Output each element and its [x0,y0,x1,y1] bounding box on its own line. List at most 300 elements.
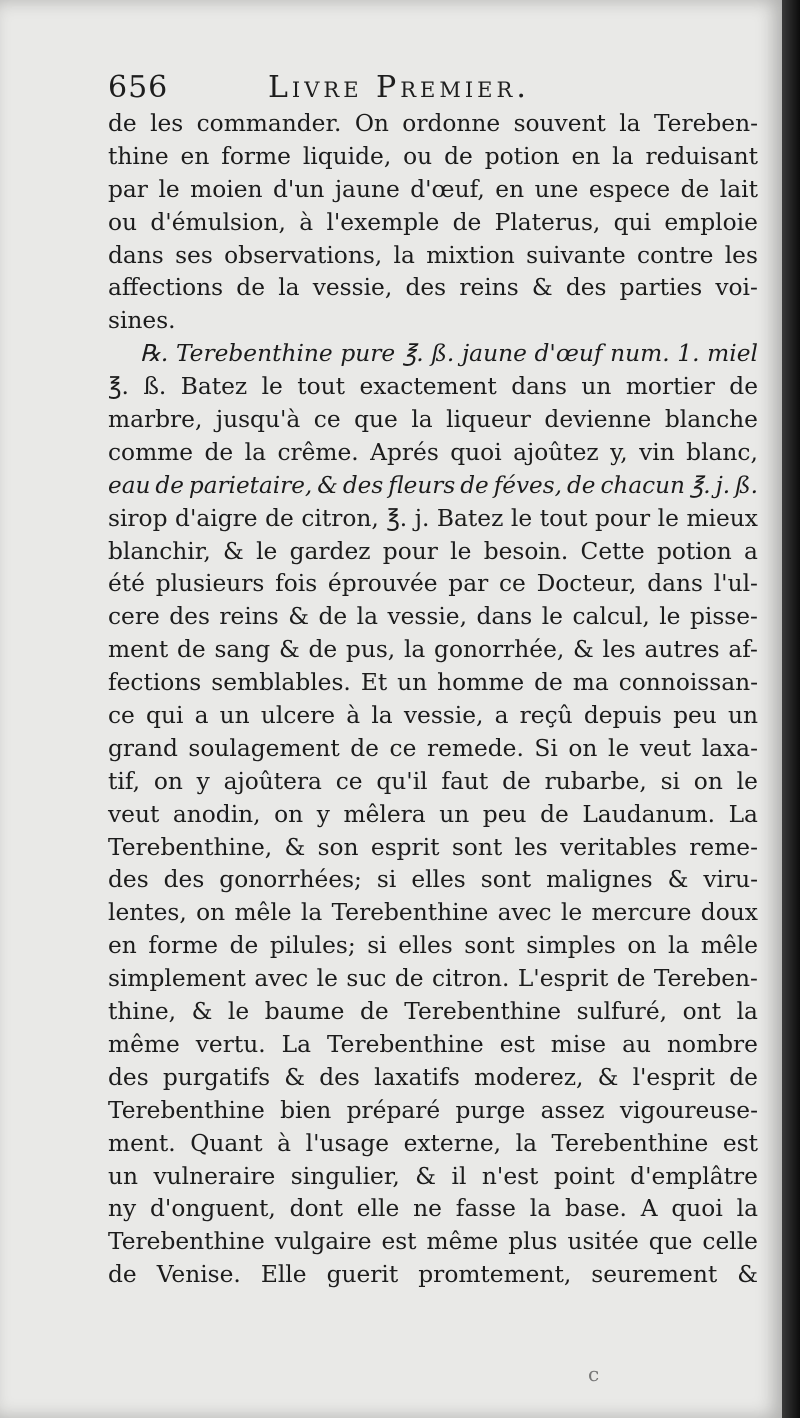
word: vigoureuse- [619,1096,758,1124]
word: que [648,1228,693,1256]
word: tout [297,373,346,401]
word: grand [108,734,178,762]
word: sont [480,866,532,894]
word: de [108,110,137,137]
word: à [277,1129,292,1157]
word: pus, [345,636,396,664]
word: vulgaire [274,1228,372,1256]
word: mêle [700,932,758,960]
word: les [150,110,184,137]
word: lait [719,175,758,203]
word: ce [498,570,526,598]
word: ℞. [140,340,169,368]
word: j. [715,472,731,499]
word: ce [108,702,135,730]
word: les [602,636,636,664]
word: à [346,702,361,730]
word: de [534,669,563,697]
word: veritables [560,833,677,861]
word: l'exemple [326,208,440,236]
word: la [393,241,415,269]
word: doux [700,899,758,927]
word: mixtion [426,241,515,269]
word: assez [540,1096,605,1124]
word: d'émulsion, [150,208,286,236]
word: mortier [625,373,715,401]
word: de [460,472,489,499]
word: le [560,899,583,927]
word: ℥. [386,504,408,532]
word: voi- [715,274,758,302]
word: viru- [703,866,758,894]
word: Terebenthine [331,899,489,927]
word: ℥. [402,340,424,368]
word: externe, [403,1129,502,1157]
word: & [284,1063,306,1091]
word: la [371,702,393,730]
word: la [736,998,758,1026]
word: parietaire, [188,472,313,499]
word: de [729,1063,758,1091]
word: elle [356,1195,400,1223]
word: ce [335,767,363,795]
word: A [640,1195,658,1223]
word: de [566,472,596,499]
word: soulagement [188,734,340,762]
word: qui [146,702,184,730]
word: guerit [326,1261,399,1289]
word: vessie, [312,274,393,302]
word: le [541,603,563,631]
word: fections [108,669,202,697]
word: Terebenthine [108,1096,265,1124]
word: sont [464,932,515,960]
word: le [261,373,283,401]
word: esprit [370,833,440,861]
word: Terebenthine [326,1030,484,1058]
word: reme- [689,833,758,861]
word: & [573,636,594,664]
word: sont [451,833,503,861]
word: ce [389,734,417,762]
word: usitée [567,1228,639,1256]
word: qui [613,208,652,236]
word: purgatifs [162,1063,271,1091]
word: promtement, [418,1261,572,1289]
word: & [278,636,300,664]
word: potion [484,142,560,170]
word: crême. [277,438,359,466]
word: le [736,767,758,795]
word: contre [637,241,714,269]
word: de [265,504,294,532]
word: de [236,274,265,302]
word: ne [413,1195,442,1223]
word: on [196,899,226,927]
word: depuis [583,702,662,730]
word: son [317,833,359,861]
word: plusieurs [155,570,265,598]
word: forme [148,932,219,960]
word: vertu. [195,1030,266,1058]
word: quoi [671,1195,723,1223]
word: un [108,1162,139,1190]
word: préparé [346,1096,441,1124]
word: blanc, [686,438,758,466]
word: dont [289,1195,343,1223]
word: avec [254,965,309,993]
word: malignes [546,866,653,894]
word: pure [340,340,396,368]
word: moderez, [474,1063,584,1091]
body-text [108,108,758,1292]
word: un [727,702,758,730]
word: une [534,175,579,203]
word: le [510,504,533,532]
page-number: 656 [108,70,169,105]
word: féves, [493,472,562,499]
word: on [627,932,657,960]
word: singulier, [290,1162,400,1190]
word: ce [313,406,341,434]
word: d'onguent, [150,1195,276,1223]
word: Tereben- [653,965,758,993]
word: On [354,110,389,137]
word: on [568,734,598,762]
word: gardez [289,537,371,565]
word: homme [437,669,525,697]
word: le [316,965,338,993]
word: cere [108,603,160,631]
word: la [667,932,690,960]
word: éprouvée [327,570,438,598]
word: & [317,472,338,499]
word: & [597,1063,619,1091]
word: gonorrhées; [219,866,362,894]
word: d'emplâtre [630,1162,758,1190]
word: y, [610,438,628,466]
word: ment [108,636,169,664]
word: Batez [436,504,504,532]
word: observations, [224,241,383,269]
word: fois [275,570,318,598]
word: a [744,537,758,565]
word: des [405,274,447,302]
word: & [288,603,309,631]
word: mercure [591,899,692,927]
word: lentes, [108,899,187,927]
word: la [736,1195,758,1223]
word: mêle [234,899,292,927]
word: si [660,767,680,795]
word: seurement [591,1261,718,1289]
word: quoi [450,438,502,466]
word: besoin. [483,537,569,565]
word: ordonne [402,110,501,137]
word: en [108,932,137,960]
word: de [616,965,646,993]
word: Tereben- [653,110,758,137]
word: ℥. [689,472,711,499]
word: tif, [108,767,141,795]
word: Terebenthine [551,1129,709,1157]
word: point [553,1162,615,1190]
word: bien [280,1096,332,1124]
word: la [619,110,641,137]
word: Cette [580,537,645,565]
word: reins [219,603,279,631]
word: la [529,1195,552,1223]
word: il [451,1162,467,1190]
word: de [350,734,379,762]
word: y [316,800,330,828]
word: de [680,175,710,203]
word: emploie [664,208,758,236]
word: veut [639,734,692,762]
word: même [426,1228,499,1256]
word: la [356,603,378,631]
word: des [163,866,205,894]
word: même [108,1030,180,1058]
word: moien [190,175,263,203]
word: & [531,274,553,302]
word: Terebenthine [404,998,562,1026]
word: peu [673,702,717,730]
word: vulneraire [153,1162,276,1190]
word: par [108,175,148,203]
word: fleurs [388,472,456,499]
word: y [196,767,210,795]
word: de [308,636,338,664]
word: potion [656,537,732,565]
word: l'esprit [632,1063,716,1091]
word: des [342,472,384,499]
word: baume [264,998,345,1026]
word: parties [619,274,703,302]
word: mieux [686,504,758,532]
word: par [448,570,489,598]
word: d'œuf, [410,175,485,203]
word: pisse- [689,603,758,631]
word: citron, [301,504,379,532]
word: miel [707,340,758,368]
word: ß. [143,373,167,401]
word: un [439,800,470,828]
word: ny [108,1195,137,1223]
word: Venise. [156,1261,241,1289]
word: des [169,603,210,631]
word: elles [411,866,466,894]
word: en [495,175,525,203]
word: le [450,537,472,565]
word: semblables. [211,669,351,697]
word: & [667,866,689,894]
word: de [452,208,482,236]
word: celle [702,1228,758,1256]
word: 1. [677,340,700,368]
word: de [540,800,569,828]
word: Terebenthine [175,340,333,368]
word: la [515,1129,537,1157]
word: jusqu'à [215,406,301,434]
word: thine [108,142,169,170]
word: anodin, [172,800,261,828]
word: un [397,669,428,697]
word: affections [108,274,224,302]
word: connoissan- [618,669,758,697]
word: Quant [190,1129,263,1157]
word: des [565,274,607,302]
word: Aprés [370,438,439,466]
word: le [657,504,679,532]
word: laxatifs [374,1063,460,1091]
word: le [608,734,630,762]
word: citron. [431,965,510,993]
word: Docteur, [536,570,637,598]
word: est [381,1228,417,1256]
word: mise [550,1030,607,1058]
word: jaune [461,340,527,368]
word: les [724,241,758,269]
word: j. [414,504,430,532]
word: on [274,800,304,828]
word: autres [644,636,720,664]
word: qu'il [376,767,428,795]
word: remede. [426,734,524,762]
word: dans [108,241,164,269]
word: a [494,702,509,730]
word: si [367,932,387,960]
word: on [153,767,183,795]
word: ajoûtera [223,767,322,795]
word: de [177,636,206,664]
word: le [659,603,681,631]
word: n'est [481,1162,539,1190]
word: base. [564,1195,627,1223]
word: de [204,438,234,466]
word: dans [511,373,567,401]
running-title: Livre Premier. [268,70,530,105]
word: reduisant [645,142,758,170]
word: la [300,899,323,927]
word: laxa- [701,734,758,762]
word: un [219,702,250,730]
word: suc [346,965,387,993]
word: a [194,702,209,730]
word: & [223,537,244,565]
word: suivante [526,241,626,269]
word: simples [526,932,616,960]
word: la [403,636,426,664]
word: est [722,1129,758,1157]
word: fasse [455,1195,516,1223]
word: La [281,1030,311,1058]
word: que [354,406,398,434]
word: en [571,142,601,170]
word: Laudanum. [582,800,715,828]
word: peu [482,800,527,828]
word: Elle [260,1261,307,1289]
word: rubarbe, [544,767,647,795]
word: la [612,142,634,170]
word: de [108,1261,137,1289]
word: en [180,142,210,170]
word: gonorrhée, [434,636,565,664]
word: L'esprit [517,965,609,993]
word: blanche [664,406,758,434]
word: ma [572,669,609,697]
word: ou [403,142,433,170]
word: d'un [273,175,325,203]
word: est [499,1030,535,1058]
word: des [108,866,149,894]
word: souvent [513,110,606,137]
word: de [502,767,531,795]
word: sang [214,636,271,664]
word: forme [221,142,291,170]
word: veut [108,800,160,828]
word: dans [647,570,703,598]
word: ont [682,998,721,1026]
text-line: sines. [108,307,176,335]
word: ℥. [108,373,129,401]
word: à [299,208,314,236]
word: La [728,800,758,828]
word: chacun [600,472,685,499]
word: on [693,767,723,795]
word: pour [382,537,438,565]
word: sirop [108,504,168,532]
word: reins [459,274,519,302]
word: le [227,998,250,1026]
word: liquide, [302,142,392,170]
word: marbre, [108,406,203,434]
word: d'œuf [534,340,603,368]
word: de [318,603,348,631]
word: commander. [196,110,342,137]
word: ß. [431,340,455,368]
word: la [411,406,433,434]
word: l'usage [305,1129,390,1157]
word: elles [398,932,453,960]
word: le [158,175,180,203]
word: des [319,1063,360,1091]
word: ou [108,208,138,236]
word: faut [441,767,489,795]
word: Terebenthine [108,1228,265,1256]
word: exactement [359,373,497,401]
word: reçû [519,702,573,730]
word: simplement [108,965,246,993]
word: thine, [108,998,177,1026]
word: le [256,537,278,565]
word: purge [455,1096,526,1124]
word: la [244,438,266,466]
page-edge [782,0,800,1418]
word: d'aigre [175,504,258,532]
word: blanchir, [108,537,211,565]
page-header [108,70,758,106]
word: ß. [735,472,758,499]
word: pilules; [269,932,356,960]
word: été [108,570,145,598]
word: num. [610,340,670,368]
word: Terebenthine, [108,833,273,861]
word: de [394,965,424,993]
word: liqueur [446,406,531,434]
word: vessie, [387,603,467,631]
word: jaune [334,175,400,203]
